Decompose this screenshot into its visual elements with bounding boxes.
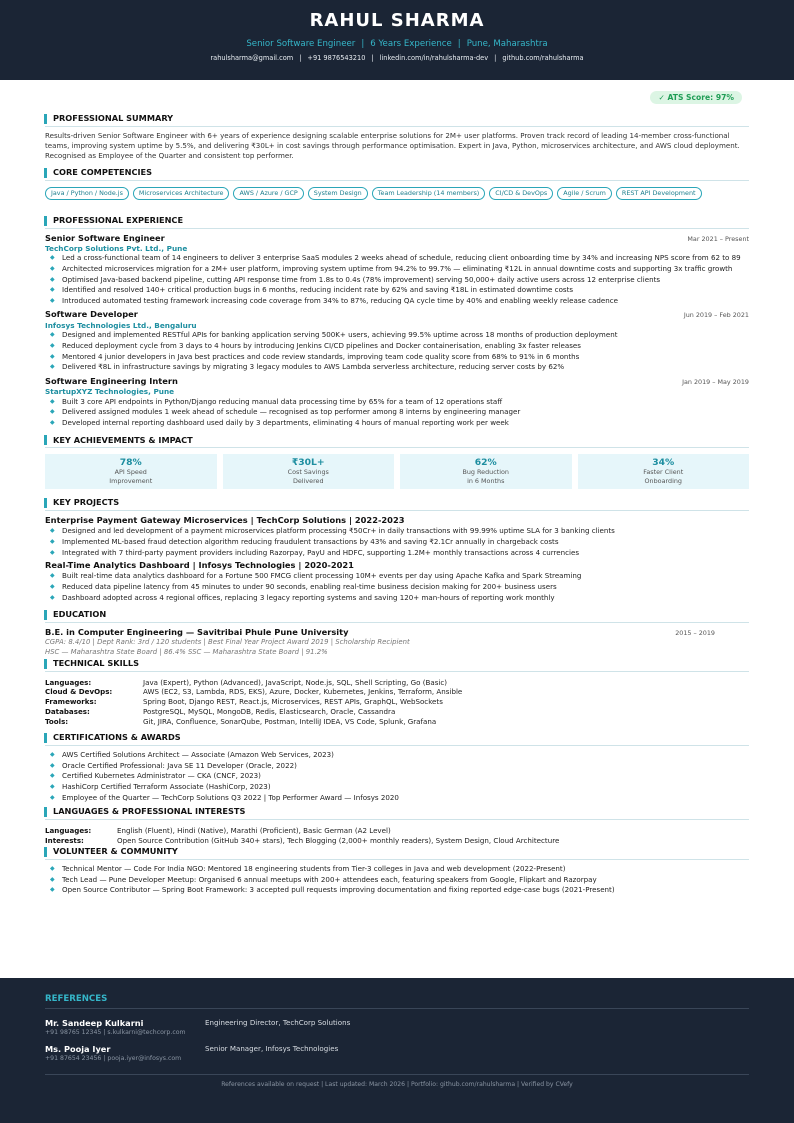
bullet-item: ◆ Designed and implemented RESTful APIs for banking application serving 500K+ users, achieving 99.5% uptime across 18 months of production deployment [45,330,749,341]
candidate-name: RAHUL SHARMA [309,10,485,31]
bullet-item: ◆ Integrated with 7 third-party payment providers including Razorpay, PayU and HDFC, supporting 1.2M+ monthly transactions across 4 currencies [45,548,749,559]
reference-role: Senior Manager, Infosys Technologies [205,1044,339,1054]
job-entry [45,308,749,372]
volunteer-section [45,846,749,896]
job-dates: Jan 2019 – May 2019 [682,377,749,386]
project-entry [45,559,749,603]
skill-row: Tools: Git, JIRA, Confluence, SonarQube, Postman, IntelliJ IDEA, VS Code, Splunk, Grafana [45,717,437,727]
phone-number: +91 9876543210 [307,54,366,63]
reference-entry: Ms. Pooja Iyer +91 87654 23456 | pooja.iyer@infosys.com Senior Manager, Infosys Technologies [45,1044,339,1062]
location: Pune, Maharashtra [466,38,548,49]
job-title: Senior Software Engineer [246,38,356,49]
bullet-item: ◆ Tech Lead — Pune Developer Meetup: Organised 6 annual meetups with 200+ attendees each, featuring speakers from Google, Flipkart and Razorpay [45,875,749,886]
summary-section [45,80,749,162]
certifications-section [45,732,749,803]
bullet-item: ◆ Delivered ₹8L in infrastructure savings by migrating 3 legacy modules to AWS Lambda serverless architecture, reducing server costs by 62% [45,362,749,373]
bullet-item: ◆ HashiCorp Certified Terraform Associate (HashiCorp, 2023) [45,782,749,793]
languages-section [45,806,749,846]
section-title: TECHNICAL SKILLS [45,658,749,672]
bullet-item: ◆ Open Source Contributor — Spring Boot Framework: 3 accepted pull requests improving documentation and fixing reported edge-case bugs (2021-Present) [45,885,749,896]
competency-pill: CI/CD & DevOps [489,187,553,200]
skills-section [45,658,749,728]
project-title: Real-Time Analytics Dashboard | Infosys Technologies | 2020-2021 [45,560,354,571]
skill-row: Frameworks: Spring Boot, Django REST, React.js, Microservices, REST APIs, GraphQL, WebSockets [45,697,443,707]
bullet-item: ◆ Introduced automated testing framework increasing code coverage from 34% to 87%, reducing QA cycle time by 40% and enabling weekly release cadence [45,296,749,307]
bullet-item: ◆ Technical Mentor — Code For India NGO: Mentored 18 engineering students from Tier-3 colleges in Java and web development (2022-Present) [45,864,749,875]
experience-section [45,215,749,429]
bullet-item: ◆ Built real-time data analytics dashboard for a Fortune 500 FMCG client processing 10M+ events per day using Apache Kafka and Spark Streaming [45,571,749,582]
reference-name: Mr. Sandeep Kulkarni [45,1018,144,1029]
section-title: CERTIFICATIONS & AWARDS [45,732,749,746]
summary-text: Results-driven Senior Software Engineer with 6+ years of experience designing scalable enterprise solutions for 2M+ user platforms. Proven track record of leading 14-member cross-functional teams, improving system uptime by 5.5%, and delivering ₹30L+ in cost savings through performance optimisation. Expert in Java, Python, microservices architecture, and AWS cloud deployment. Recognised as Employee of the Quarter and consistent top performer. [45,130,740,161]
competency-pill: Team Leadership (14 members) [372,187,486,200]
competency-pill: Java / Python / Node.js [45,187,129,200]
section-title: KEY ACHIEVEMENTS & IMPACT [45,435,749,449]
bullet-item: ◆ Reduced data pipeline latency from 45 minutes to under 90 seconds, enabling real-time business decision making for 200+ business users [45,582,749,593]
reference-email[interactable]: s.kulkarni@techcorp.com [107,1029,186,1037]
job-entry [45,232,749,307]
bullet-item: ◆ Oracle Certified Professional: Java SE 11 Developer (Oracle, 2022) [45,761,749,772]
edu-meta: CGPA: 8.4/10 | Dept Rank: 3rd / 120 students | Best Final Year Project Award 2019 | Scholarship Recipient [45,638,410,647]
resume-body [0,80,794,978]
competency-pill: Agile / Scrum [557,187,612,200]
competency-pill: Microservices Architecture [133,187,230,200]
bullet-item: ◆ Built 3 core API endpoints in Python/Django reducing manual data processing time by 65% for a team of 12 operations staff [45,397,749,408]
reference-email[interactable]: pooja.iyer@infosys.com [107,1054,182,1062]
interest-row: Interests: Open Source Contribution (GitHub 340+ stars), Tech Blogging (2,000+ monthly readers), System Design, Cloud Architecture [45,836,560,846]
bullet-item: ◆ Optimised Java-based backend pipeline, cutting API response time from 1.8s to 0.4s (78% improvement) serving 50,000+ daily active users across 12 enterprise clients [45,275,749,286]
experience-years: 6 Years Experience [370,38,452,49]
ats-score-badge: ✓ ATS Score: 97% [650,91,742,104]
competencies-section [45,167,749,200]
reference-phone: +91 87654 23456 [45,1054,102,1062]
bullet-item: ◆ Employee of the Quarter — TechCorp Solutions Q3 2022 | Top Performer Award — Infosys 2020 [45,793,749,804]
achievements-section [45,435,749,490]
projects-section [45,497,749,603]
reference-entry: Mr. Sandeep Kulkarni +91 98765 12345 | s.kulkarni@techcorp.com Engineering Director, TechCorp Solutions [45,1018,351,1037]
bullet-item: ◆ AWS Certified Solutions Architect — Associate (Amazon Web Services, 2023) [45,750,749,761]
reference-phone: +91 98765 12345 [45,1029,102,1037]
contact-line: rahulsharma@gmail.com | +91 9876543210 | linkedin.com/in/rahulsharma-dev | github.com/rahulsharma [210,54,584,63]
project-title: Enterprise Payment Gateway Microservices | TechCorp Solutions | 2022-2023 [45,515,405,526]
job-company: Infosys Technologies Ltd., Bengaluru [45,320,197,330]
competency-pill: AWS / Azure / GCP [233,187,303,200]
bullet-item: ◆ Certified Kubernetes Administrator — CKA (CNCF, 2023) [45,771,749,782]
email-link[interactable]: rahulsharma@gmail.com [210,54,294,63]
section-title: KEY PROJECTS [45,497,749,511]
edu-meta: HSC — Maharashtra State Board | 86.4% SSC — Maharashtra State Board | 91.2% [45,647,328,656]
section-title: CORE COMPETENCIES [45,167,749,181]
bullet-item: ◆ Dashboard adopted across 4 regional offices, replacing 3 legacy reporting systems and saving 120+ man-hours of reporting work monthly [45,593,749,604]
bullet-item: ◆ Implemented ML-based fraud detection algorithm reducing fraudulent transactions by 43% and saving ₹2.1Cr annually in chargeback costs [45,537,749,548]
section-title: PROFESSIONAL EXPERIENCE [45,215,749,229]
skill-row: Languages: Java (Expert), Python (Advanced), JavaScript, Node.js, SQL, Shell Scripting, Go (Basic) [45,677,448,687]
achievement-card: ₹30L+ Cost Savings Delivered [223,454,395,489]
achievement-card: 62% Bug Reduction in 6 Months [400,454,572,489]
edu-dates: 2015 – 2019 [675,629,715,638]
bullet-item: ◆ Developed internal reporting dashboard used daily by 3 departments, eliminating 4 hours of manual reporting work per week [45,418,749,429]
degree: B.E. in Computer Engineering — Savitribai Phule Pune University [45,627,349,638]
education-section [45,609,749,657]
tagline: Senior Software Engineer | 6 Years Experience | Pune, Maharashtra [246,38,548,49]
footer-note: References available on request | Last updated: March 2026 | Portfolio: github.com/rahulsharma | Verified by CVefy [45,1074,749,1090]
job-dates: Mar 2021 – Present [687,234,749,243]
section-title: PROFESSIONAL SUMMARY [45,113,749,127]
bullet-item: ◆ Designed and led development of a payment microservices platform processing ₹50Cr+ in daily transactions with 99.99% uptime SLA for 3 banking clients [45,526,749,537]
bullet-item: ◆ Delivered assigned modules 1 week ahead of schedule — recognised as top performer among 8 interns by engineering manager [45,407,749,418]
job-dates: Jun 2019 – Feb 2021 [683,311,749,320]
reference-name: Ms. Pooja Iyer [45,1044,111,1055]
references-footer [0,978,794,1123]
section-title: LANGUAGES & PROFESSIONAL INTERESTS [45,806,749,820]
resume-header [0,0,794,80]
bullet-item: ◆ Identified and resolved 140+ critical production bugs in 6 months, reducing incident rate by 62% and saving ₹18L in estimated downtime costs [45,285,749,296]
competency-pills [45,187,749,200]
github-link[interactable]: github.com/rahulsharma [502,54,584,63]
job-role: Software Engineering Intern [45,375,178,386]
achievement-card: 78% API Speed Improvement [45,454,217,489]
bullet-item: ◆ Architected microservices migration for a 2M+ user platform, improving system uptime from 94.2% to 99.7% — eliminating ₹12L in annual downtime costs and supporting 3x traffic growth [45,264,749,275]
reference-role: Engineering Director, TechCorp Solutions [205,1018,351,1028]
section-title: EDUCATION [45,609,749,623]
job-role: Senior Software Engineer [45,232,165,243]
linkedin-link[interactable]: linkedin.com/in/rahulsharma-dev [379,54,489,63]
skill-row: Cloud & DevOps: AWS (EC2, S3, Lambda, RDS, EKS), Azure, Docker, Kubernetes, Jenkins, Terraform, Ansible [45,687,463,697]
job-company: StartupXYZ Technologies, Pune [45,387,175,397]
skill-row: Databases: PostgreSQL, MySQL, MongoDB, Redis, Elasticsearch, Oracle, Cassandra [45,707,396,717]
job-company: TechCorp Solutions Pvt. Ltd., Pune [45,243,188,253]
references-title: REFERENCES [45,993,749,1009]
job-entry [45,375,749,429]
achievement-card: 34% Faster Client Onboarding [578,454,750,489]
competency-pill: System Design [308,187,368,200]
section-title: VOLUNTEER & COMMUNITY [45,846,749,860]
bullet-item: ◆ Reduced deployment cycle from 3 days to 4 hours by introducing Jenkins CI/CD pipelines and Docker containerisation, enabling 3x faster releases [45,341,749,352]
language-row: Languages: English (Fluent), Hindi (Native), Marathi (Proficient), Basic German (A2 Level) [45,826,391,836]
project-entry [45,514,749,558]
competency-pill: REST API Development [616,187,702,200]
bullet-item: ◆ Mentored 4 junior developers in Java best practices and code review standards, improving team code quality score from 68% to 91% in 6 months [45,352,749,363]
job-role: Software Developer [45,309,138,320]
bullet-item: ◆ Led a cross-functional team of 14 engineers to deliver 3 enterprise SaaS modules 2 weeks ahead of schedule, reducing client onboarding time by 34% and increasing NPS score from 62 to 89 [45,253,749,264]
